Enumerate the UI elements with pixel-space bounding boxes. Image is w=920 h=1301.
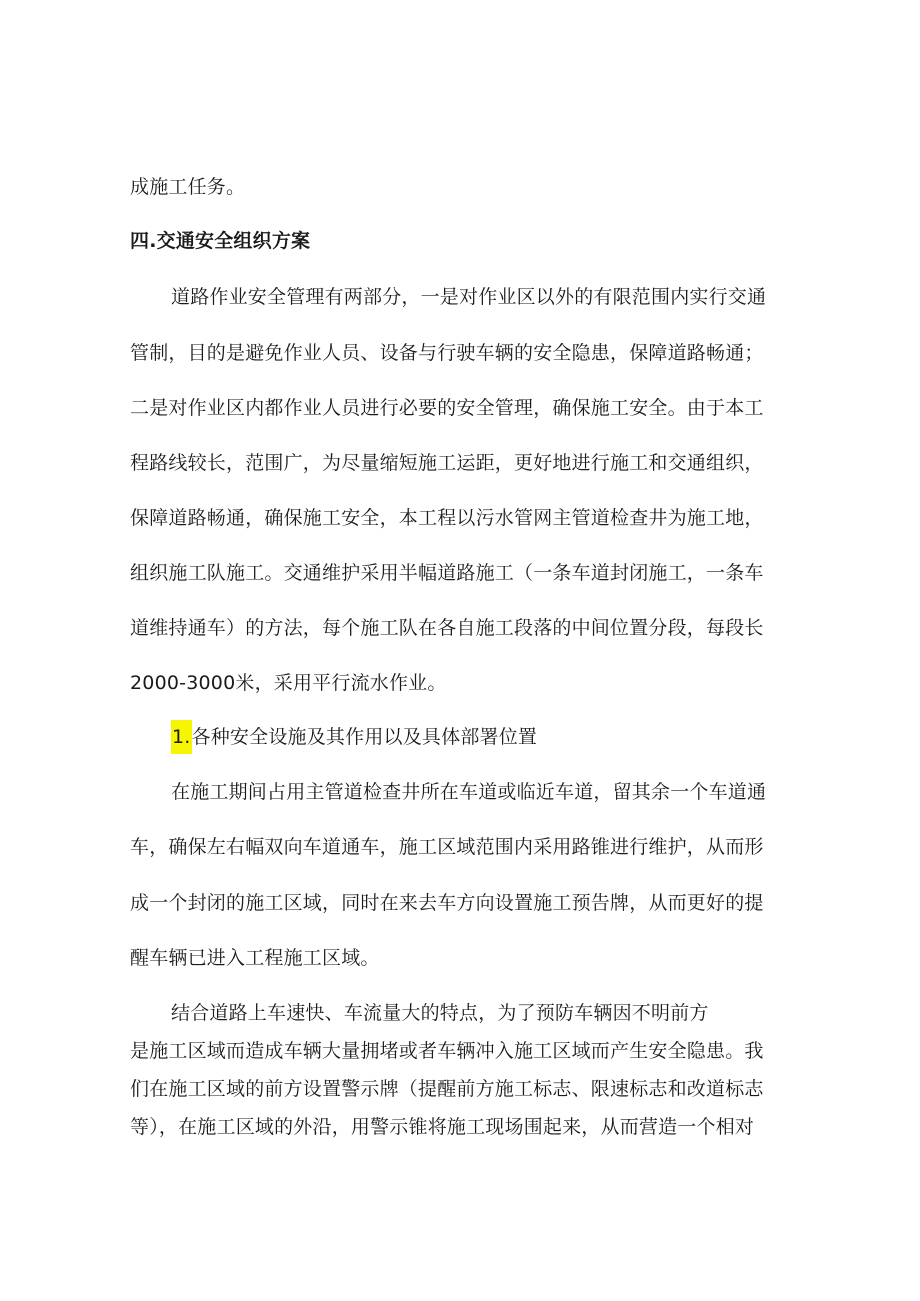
paragraph-line: 道维持通车）的方法，每个施工队在各自施工段落的中间位置分段，每段长	[130, 617, 764, 639]
paragraph-line: 们在施工区域的前方设置警示牌（提醒前方施工标志、限速标志和改道标志	[130, 1078, 764, 1100]
paragraph-line: 车，确保左右幅双向车道通车，施工区域范围内采用路锥进行维护，从而形	[130, 836, 764, 858]
paragraph-line: 在施工期间占用主管道检查井所在车道或临近车道，留其余一个车道通	[171, 781, 767, 803]
paragraph-line: 成一个封闭的施工区域，同时在来去车方向设置施工预告牌，从而更好的提	[130, 892, 764, 914]
paragraph-line: 组织施工队施工。交通维护采用半幅道路施工（一条车道封闭施工，一条车	[130, 562, 764, 584]
paragraph-line: 2000-3000米，采用平行流水作业。	[130, 672, 447, 694]
paragraph-line: 等），在施工区域的外沿，用警示锥将施工现场围起来，从而营造一个相对	[130, 1116, 755, 1138]
subsection-heading	[171, 722, 537, 752]
section-heading: 四.交通安全组织方案	[130, 230, 311, 252]
subsection-title: 各种安全设施及其作用以及具体部署位置	[191, 726, 538, 748]
paragraph-line: 醒车辆已进入工程施工区域。	[130, 947, 380, 969]
paragraph-line: 成施工任务。	[130, 176, 246, 198]
paragraph-line: 管制，目的是避免作业人员、设备与行驶车辆的安全隐患，保障道路畅通；	[130, 342, 764, 364]
paragraph-line: 结合道路上车速快、车流量大的特点，为了预防车辆因不明前方	[171, 1002, 709, 1024]
paragraph-line: 程路线较长，范围广，为尽量缩短施工运距，更好地进行施工和交通组织，	[130, 452, 764, 474]
paragraph-line: 保障道路畅通，确保施工安全，本工程以污水管网主管道检查井为施工地，	[130, 507, 764, 529]
paragraph-line: 是施工区域而造成车辆大量拥堵或者车辆冲入施工区域而产生安全隐患。我	[130, 1040, 764, 1062]
paragraph-line: 二是对作业区内都作业人员进行必要的安全管理，确保施工安全。由于本工	[130, 397, 764, 419]
paragraph-line: 道路作业安全管理有两部分，一是对作业区以外的有限范围内实行交通	[171, 286, 767, 308]
highlighted-number: 1.	[171, 720, 192, 754]
